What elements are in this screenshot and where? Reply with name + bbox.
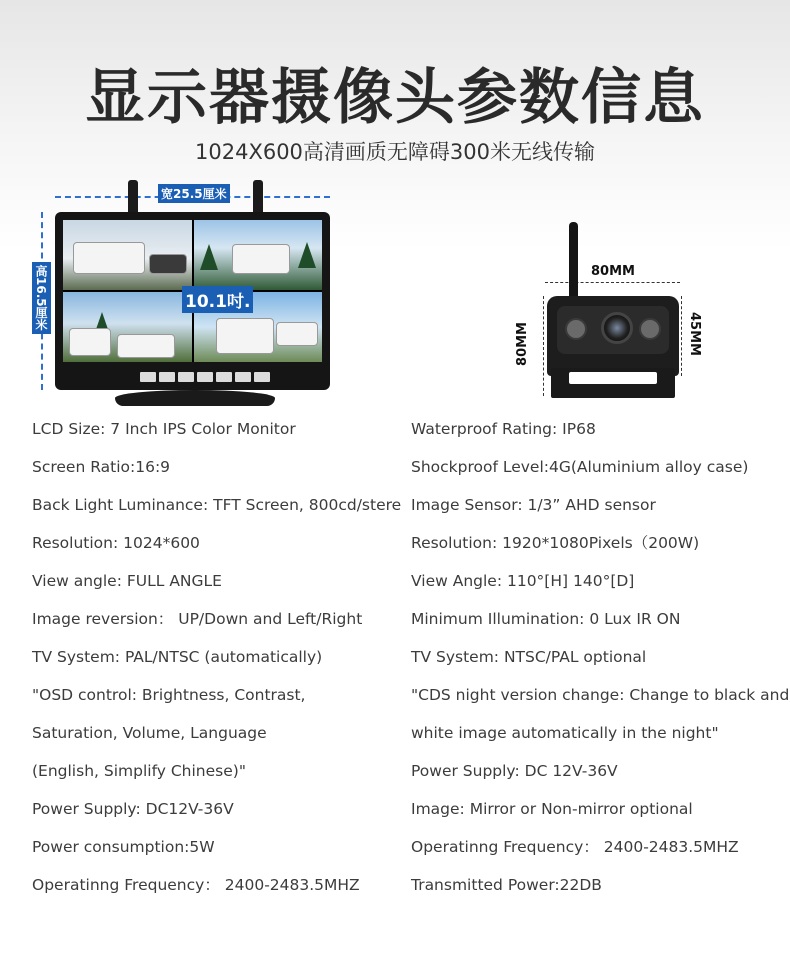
- camera-bracket: [551, 368, 675, 398]
- spec-item: Power Supply: DC12V-36V: [32, 800, 234, 818]
- camera-width-label: 80MM: [591, 264, 635, 279]
- spec-item: View angle: FULL ANGLE: [32, 572, 222, 590]
- camera-width-dimension-line: [545, 282, 680, 283]
- page-title: 显示器摄像头参数信息: [85, 63, 705, 133]
- camera-height-dimension-line: [543, 296, 544, 396]
- monitor-button: [197, 372, 213, 382]
- rv-image: [232, 244, 290, 274]
- spec-item: Image reversion： UP/Down and Left/Right: [32, 610, 363, 628]
- spec-item: Resolution: 1024*600: [32, 534, 200, 552]
- car-image: [117, 334, 175, 358]
- tree-image: [298, 242, 316, 268]
- truck-image: [149, 254, 187, 274]
- spec-item: "CDS night version change: Change to black and: [411, 686, 790, 704]
- monitor-image: [30, 178, 340, 408]
- spec-item: Power consumption:5W: [32, 838, 215, 856]
- monitor-button: [140, 372, 156, 382]
- monitor-specs-list: [32, 410, 402, 904]
- spec-item: LCD Size: 7 Inch IPS Color Monitor: [32, 420, 296, 438]
- screen-size-label: 10.1吋.: [182, 286, 253, 313]
- spec-item: Operatinng Frequency： 2400-2483.5MHZ: [32, 876, 360, 894]
- spec-item: Image: Mirror or Non-mirror optional: [411, 800, 693, 818]
- spec-item: Image Sensor: 1/3” AHD sensor: [411, 496, 656, 514]
- rv-image: [73, 242, 145, 274]
- rv-image: [69, 328, 111, 356]
- camera-antenna: [569, 222, 578, 300]
- monitor-button: [235, 372, 251, 382]
- rv-image: [216, 318, 274, 354]
- monitor-button: [216, 372, 232, 382]
- camera-depth-dimension-line: [681, 296, 682, 376]
- spec-item: View Angle: 110°[H] 140°[D]: [411, 572, 635, 590]
- tree-image: [200, 244, 218, 270]
- monitor-antenna-right: [253, 180, 263, 216]
- monitor-button: [178, 372, 194, 382]
- camera-body: [547, 296, 679, 376]
- monitor-height-label: 高16.5厘米: [32, 262, 51, 334]
- spec-item: Transmitted Power:22DB: [411, 876, 602, 894]
- spec-item: Waterproof Rating: IP68: [411, 420, 596, 438]
- spec-item: Resolution: 1920*1080Pixels（200W): [411, 534, 700, 552]
- monitor-button: [254, 372, 270, 382]
- screen-quadrant-3: [63, 292, 192, 362]
- ir-led-icon: [639, 318, 661, 340]
- camera-face: [557, 306, 669, 354]
- spec-item: Power Supply: DC 12V-36V: [411, 762, 618, 780]
- ir-led-icon: [565, 318, 587, 340]
- spec-item: white image automatically in the night": [411, 724, 719, 742]
- monitor-buttons: [140, 372, 270, 382]
- spec-item: (English, Simplify Chinese)": [32, 762, 246, 780]
- page-subtitle: 1024X600高清画质无障碍300米无线传输: [195, 140, 595, 164]
- spec-item: TV System: NTSC/PAL optional: [411, 648, 647, 666]
- screen-quadrant-2: [194, 220, 323, 290]
- bracket-hole: [569, 372, 657, 384]
- spec-item: Shockproof Level:4G(Aluminium alloy case): [411, 458, 749, 476]
- spec-item: Screen Ratio:16:9: [32, 458, 171, 476]
- rv-image: [276, 322, 318, 346]
- spec-item: Back Light Luminance: TFT Screen, 800cd/stere: [32, 496, 402, 514]
- monitor-stand: [115, 390, 275, 406]
- camera-depth-label: 45MM: [687, 312, 702, 356]
- camera-specs-list: [411, 410, 790, 904]
- camera-lens-icon: [601, 312, 633, 344]
- spec-item: "OSD control: Brightness, Contrast,: [32, 686, 306, 704]
- spec-item: Saturation, Volume, Language: [32, 724, 267, 742]
- camera-height-label: 80MM: [515, 322, 530, 366]
- monitor-width-label: 宽25.5厘米: [158, 184, 230, 203]
- spec-item: TV System: PAL/NTSC (automatically): [32, 648, 323, 666]
- spec-item: Operatinng Frequency： 2400-2483.5MHZ: [411, 838, 739, 856]
- monitor-antenna-left: [128, 180, 138, 216]
- monitor-button: [159, 372, 175, 382]
- screen-quadrant-1: [63, 220, 192, 290]
- camera-image: [515, 220, 715, 410]
- spec-item: Minimum Illumination: 0 Lux IR ON: [411, 610, 681, 628]
